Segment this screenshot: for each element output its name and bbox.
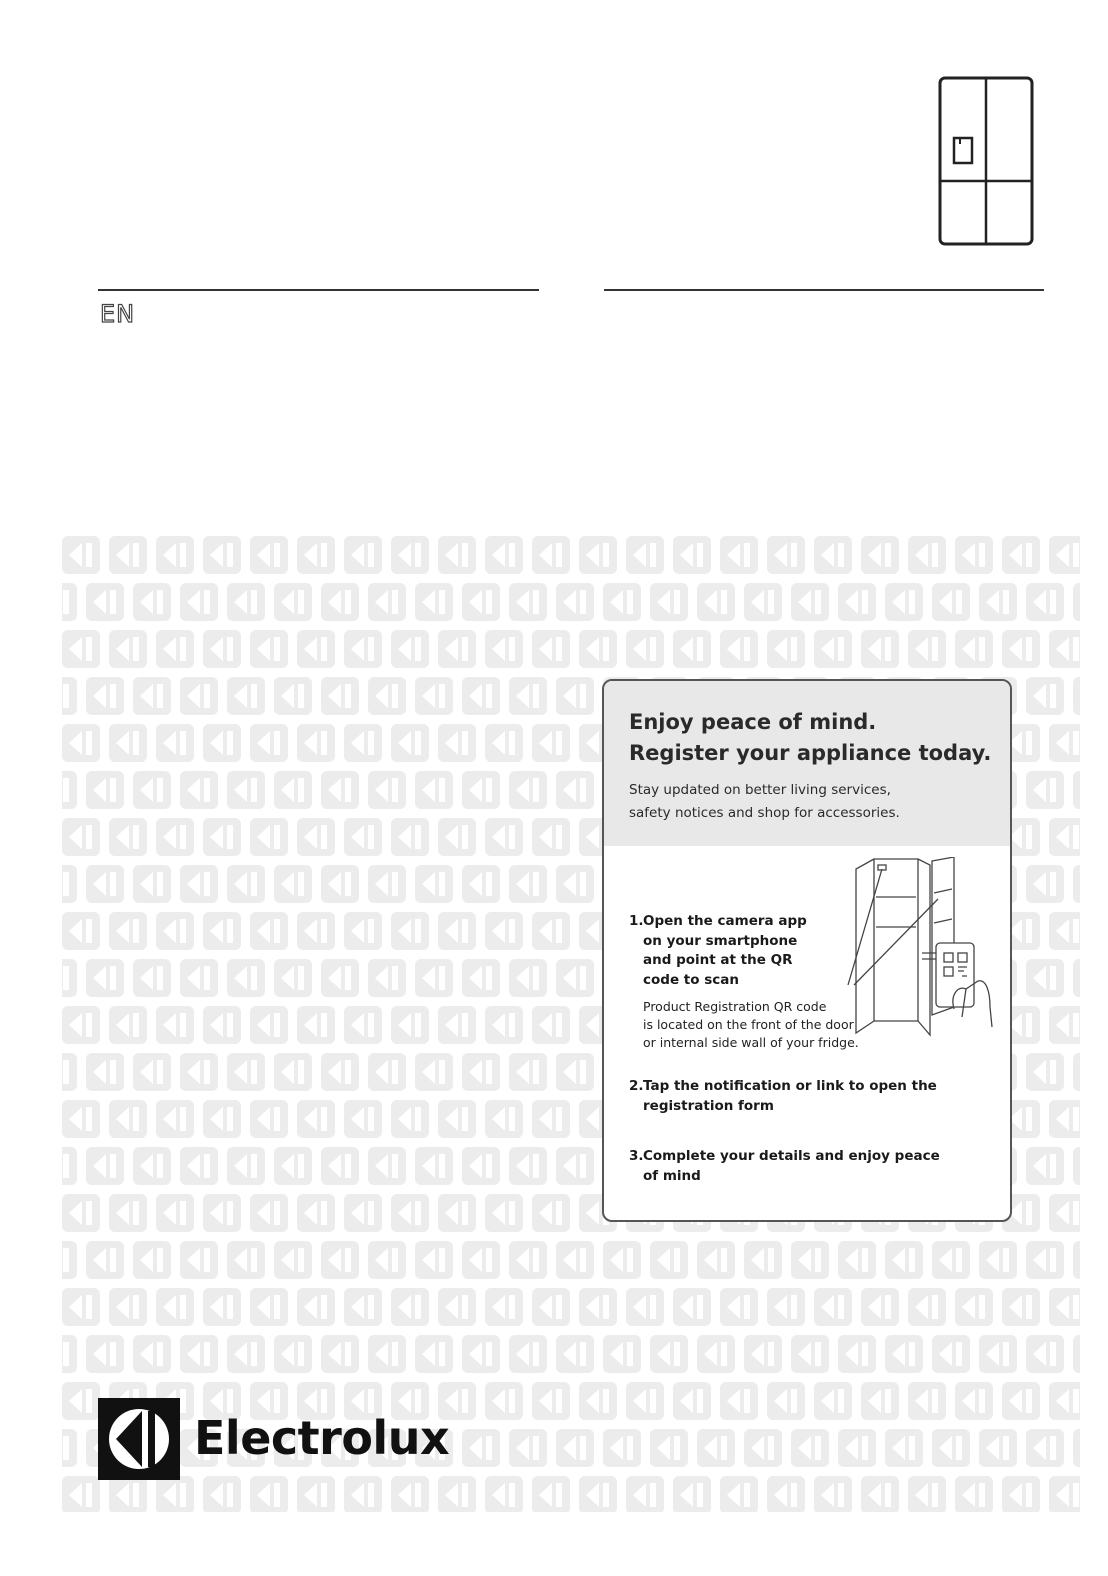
pattern-row: [62, 536, 1080, 583]
electrolux-logo: [98, 1398, 458, 1482]
registration-card-header: [604, 681, 1010, 846]
pattern-row: [62, 1335, 1080, 1382]
registration-subtitle: Stay updated on better living services, safety notices and shop for accessories.: [629, 782, 900, 821]
registration-title: Enjoy peace of mind. Register your appliance today.: [629, 710, 992, 765]
language-code: EN: [100, 300, 136, 328]
electrolux-logo-icon: [98, 1398, 180, 1480]
brand-name: Electrolux: [194, 1411, 450, 1465]
step-2: 2.Tap the notification or link to open the registration form: [629, 1078, 937, 1114]
pattern-row: [62, 1288, 1080, 1335]
registration-card: [602, 679, 1012, 1222]
pattern-row: [62, 630, 1080, 677]
divider-right: [604, 289, 1044, 291]
step-1: 1.Open the camera app on your smartphone and point at the QR code to scan: [629, 913, 807, 988]
pattern-row: [62, 1241, 1080, 1288]
fridge-qr-scan-illustration: [826, 857, 1004, 1053]
qr-location-note: Product Registration QR code is located on the front of the door or internal side wall of your fridge.: [643, 999, 859, 1050]
step-3: 3.Complete your details and enjoy peace of mind: [629, 1148, 940, 1184]
divider-left: [98, 289, 539, 291]
pattern-row: [62, 583, 1080, 630]
french-door-fridge-icon: [938, 76, 1034, 246]
